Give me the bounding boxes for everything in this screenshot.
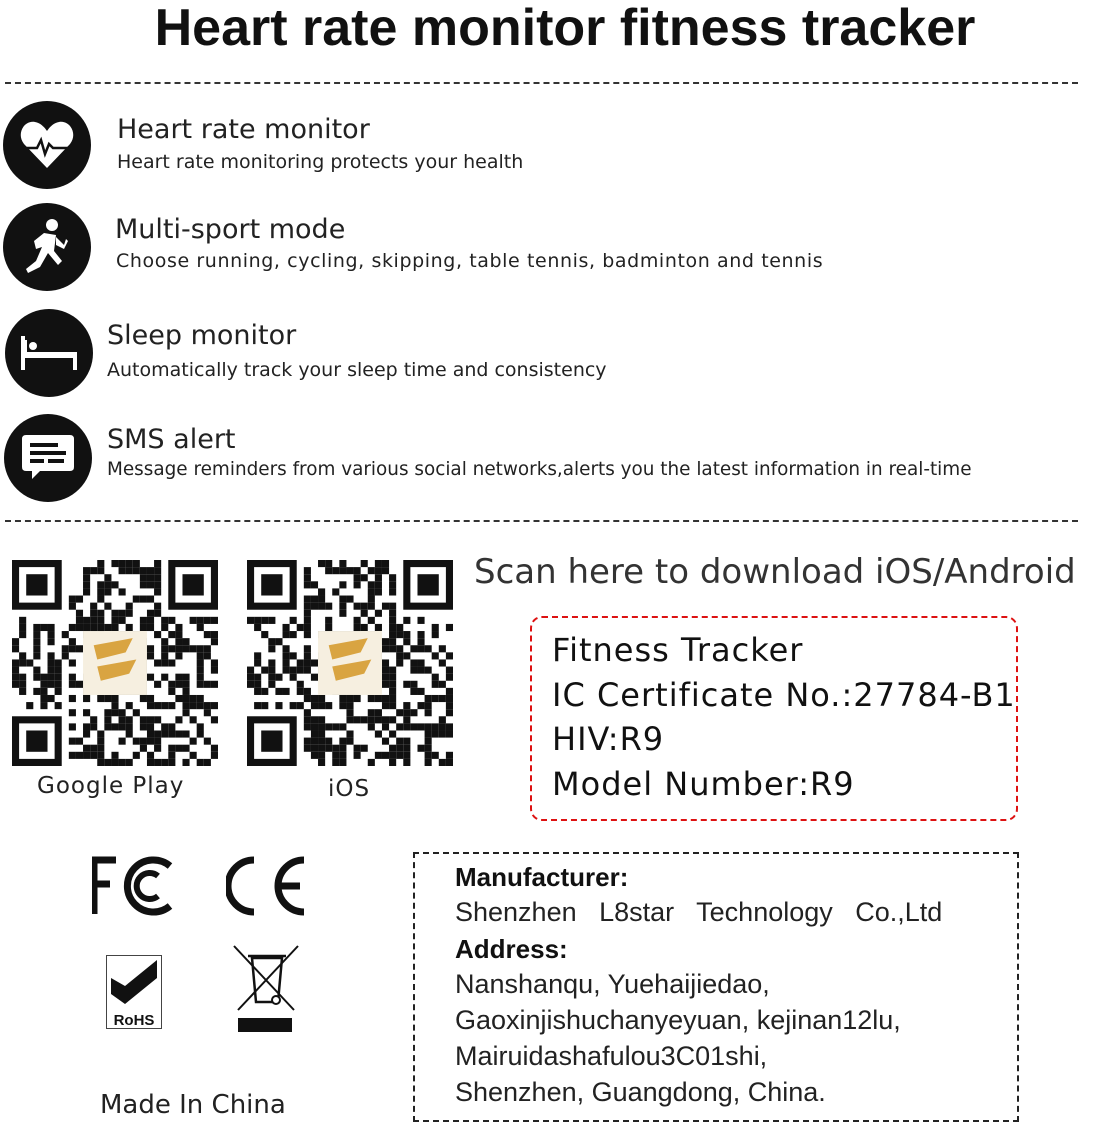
- divider: [5, 520, 1078, 522]
- ios-qr-code[interactable]: [247, 560, 453, 766]
- rohs-logo: [106, 955, 162, 1029]
- runner-icon: [3, 203, 91, 291]
- address-line: Shenzhen, Guangdong, China.: [455, 1077, 826, 1107]
- scan-instruction: Scan here to download iOS/Android: [474, 552, 1076, 592]
- made-in-china: Made In China: [100, 1090, 286, 1120]
- feature-title: Sleep monitor: [107, 320, 297, 351]
- feature-desc: Automatically track your sleep time and consistency: [107, 359, 607, 381]
- page-title: Heart rate monitor fitness tracker: [154, 0, 976, 57]
- manufacturer-name: Shenzhen L8star Technology Co.,Ltd: [455, 897, 943, 927]
- feature-title: SMS alert: [107, 424, 236, 455]
- hiv: HIV:R9: [552, 720, 665, 758]
- divider: [5, 82, 1078, 84]
- ce-logo: [226, 856, 308, 916]
- product-name: Fitness Tracker: [552, 631, 804, 669]
- address-line: Mairuidashafulou3C01shi,: [455, 1041, 768, 1071]
- feature-desc: Choose running, cycling, skipping, table tennis, badminton and tennis: [116, 250, 824, 272]
- ios-label: iOS: [328, 776, 371, 802]
- rohs-label: RoHS: [113, 1012, 155, 1029]
- certificate-box: [530, 616, 1018, 821]
- feature-desc: Heart rate monitoring protects your health: [117, 151, 524, 173]
- model-number: Model Number:R9: [552, 764, 855, 803]
- google-play-label: Google Play: [37, 773, 185, 799]
- message-icon: [4, 414, 92, 502]
- bed-icon: [5, 309, 93, 397]
- manufacturer-box: [413, 852, 1019, 1122]
- feature-title: Multi-sport mode: [115, 214, 346, 245]
- feature-title: Heart rate monitor: [117, 114, 370, 145]
- address-line: Gaoxinjishuchanyeyuan, kejinan12lu,: [455, 1005, 901, 1035]
- google-play-qr-code[interactable]: [12, 560, 218, 766]
- fcc-logo: [92, 856, 174, 916]
- weee-bin-icon: [232, 944, 300, 1034]
- address-line: Nanshanqu, Yuehaijiedao,: [455, 969, 770, 999]
- feature-desc: Message reminders from various social networks,alerts you the latest information in real-time: [107, 459, 972, 480]
- heart-rate-icon: [3, 101, 91, 189]
- ic-certificate: IC Certificate No.:27784-B1: [552, 675, 1016, 714]
- address-label: Address:: [455, 934, 568, 964]
- manufacturer-label: Manufacturer:: [455, 862, 629, 892]
